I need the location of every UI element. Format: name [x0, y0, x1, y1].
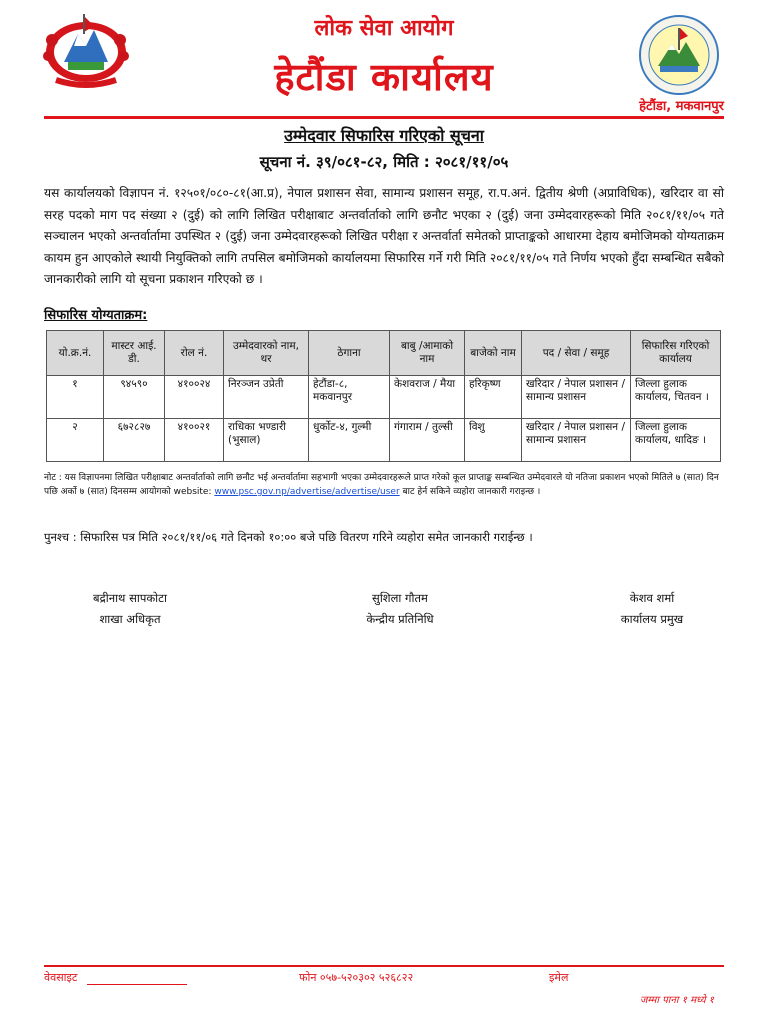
cell-grandfather: हरिकृष्ण	[465, 376, 522, 419]
col-header-post: पद / सेवा / समूह	[522, 331, 631, 376]
cell-parents: गंगाराम / तुल्सी	[390, 419, 465, 462]
signatory-name: बद्रीनाथ सापकोटा	[93, 591, 167, 605]
signatory-name: केशव शर्मा	[629, 591, 675, 605]
signatory-title: कार्यालय प्रमुख	[620, 612, 684, 626]
cell-candidate-name: राधिका भण्डारी (भुसाल)	[224, 419, 309, 462]
footer-website	[44, 970, 187, 985]
organization-name: लोक सेवा आयोग	[314, 16, 454, 41]
table-row	[47, 419, 721, 462]
signatory-block	[40, 588, 220, 630]
postscript-text: पुनश्च : सिफारिस पत्र मिति २०८१/११/०६ गते दिनको १०:०० बजे पछि वितरण गरिने व्यहोरा समेत जानकारी गराईन्छ ।	[44, 530, 533, 544]
cell-roll-no: ४१००२४	[165, 376, 224, 419]
cell-office: जिल्ला हुलाक कार्यालय, धादिङ ।	[631, 419, 721, 462]
cell-grandfather: विशु	[465, 419, 522, 462]
col-header-grandfather: बाजेको नाम	[465, 331, 522, 376]
col-header-candidate-name: उम्मेदवारको नाम, थर	[224, 331, 309, 376]
col-header-roll-no: रोल नं.	[165, 331, 224, 376]
footer-divider	[44, 965, 724, 967]
merit-list-heading: सिफारिस योग्यताक्रम:	[44, 308, 148, 323]
table-row	[47, 376, 721, 419]
public-service-commission-logo-icon	[638, 14, 720, 96]
cell-parents: केशवराज / मैया	[390, 376, 465, 419]
table-header-row	[47, 331, 721, 376]
cell-roll-no: ४१००२१	[165, 419, 224, 462]
notice-body: यस कार्यालयको विज्ञापन नं. १२५०१/०८०-८१(आ.प्र), नेपाल प्रशासन सेवा, सामान्य प्रशासन समूह, रा.प.अनं. द्वितीय श्रेणी (अप्राविधिक), खरिदार वा सो सरह पदको माग पद संख्या २ (दुई) को लागि लिखित परीक्षाबाट अन्तर्वार्ताको लागि छनौट भएका २ (दुई) जना उम्मेदवारहरूको मिति २०८१/११/०५ गते सञ्चालन भएको अन्तर्वार्तामा उपस्थित २ (दुई) जना उम्मेदवारहरूको लिखित परीक्षा र अन्तर्वार्ता समेतको प्राप्ताङ्कको आधारमा देहाय बमोजिमको योग्यताक्रम कायम हुन आएकोले स्थायी नियुक्तिको लागि तपसिल बमोजिमको कार्यालयमा सिफारिस गर्ने गरी मिति २०८१/११/०५ गते निर्णय भएको हुँदा सम्बन्धित सबैको जानकारीको लागि यो सूचना प्रकाशन गरिएको छ ।	[44, 186, 724, 286]
col-header-office: सिफारिस गरिएको कार्यालय	[631, 331, 721, 376]
signatory-block	[310, 588, 490, 630]
note-text-before: नोट : यस विज्ञापनमा लिखित परीक्षाबाट अन्तर्वार्ताको लागि छनौट भई अन्तर्वार्तामा सहभागी भएका उम्मेदवारहरूले प्राप्त गरेको कूल प्राप्ताङ्क सम्बन्धित उम्मेदवारले यो नतिजा प्रकाशन भएको मितिले ७ (सात) दिन पछि अर्को ७ (सात) दिनसम्म आयोगको website:	[44, 473, 719, 497]
office-location: हेटौंडा, मकवानपुर	[639, 99, 724, 114]
col-header-master-id: मास्टर आई. डी.	[104, 331, 165, 376]
header-divider	[44, 116, 724, 119]
footer	[44, 970, 724, 986]
cell-serial: २	[47, 419, 104, 462]
note-text	[44, 471, 724, 499]
notice-number: सूचना नं. ३९/०८१-८२, मिति : २०८१/११/०५	[259, 153, 509, 171]
page-count: जम्मा पाना १ मध्ये १	[639, 995, 714, 1006]
recommendation-table	[46, 330, 721, 462]
notice-title: उम्मेदवार सिफारिस गरिएको सूचना	[284, 126, 484, 145]
cell-candidate-name: निरञ्जन उप्रेती	[224, 376, 309, 419]
footer-email-label: इमेल	[549, 971, 569, 984]
footer-website-label: वेवसाइट	[44, 971, 78, 984]
footer-phone: फोन ०५७-५२०३०२ ५२६८२२	[299, 971, 414, 984]
col-header-parents: बाबु /आमाको नाम	[390, 331, 465, 376]
col-header-address: ठेगाना	[309, 331, 390, 376]
cell-office: जिल्ला हुलाक कार्यालय, चितवन ।	[631, 376, 721, 419]
cell-post: खरिदार / नेपाल प्रशासन / सामान्य प्रशासन	[522, 419, 631, 462]
cell-address: हेटौंडा-८, मकवानपुर	[309, 376, 390, 419]
cell-post: खरिदार / नेपाल प्रशासन / सामान्य प्रशासन	[522, 376, 631, 419]
cell-address: धुर्कोट-४, गुल्मी	[309, 419, 390, 462]
signatory-title: केन्द्रीय प्रतिनिधि	[366, 612, 434, 626]
note-text-after: बाट हेर्न सकिने व्यहोरा जानकारी गराइन्छ ।	[402, 487, 541, 497]
cell-master-id: ९४५९०	[104, 376, 165, 419]
cell-master-id: ६७२८२७	[104, 419, 165, 462]
website-link[interactable]: www.psc.gov.np/advertise/advertise/user	[214, 487, 400, 497]
cell-serial: १	[47, 376, 104, 419]
footer-website-blank	[87, 972, 187, 985]
signatory-title: शाखा अधिकृत	[99, 612, 161, 626]
signatory-block	[562, 588, 742, 630]
signatory-name: सुशिला गौतम	[372, 591, 428, 605]
col-header-serial: यो.क्र.नं.	[47, 331, 104, 376]
office-name: हेटौंडा कार्यालय	[274, 55, 494, 99]
